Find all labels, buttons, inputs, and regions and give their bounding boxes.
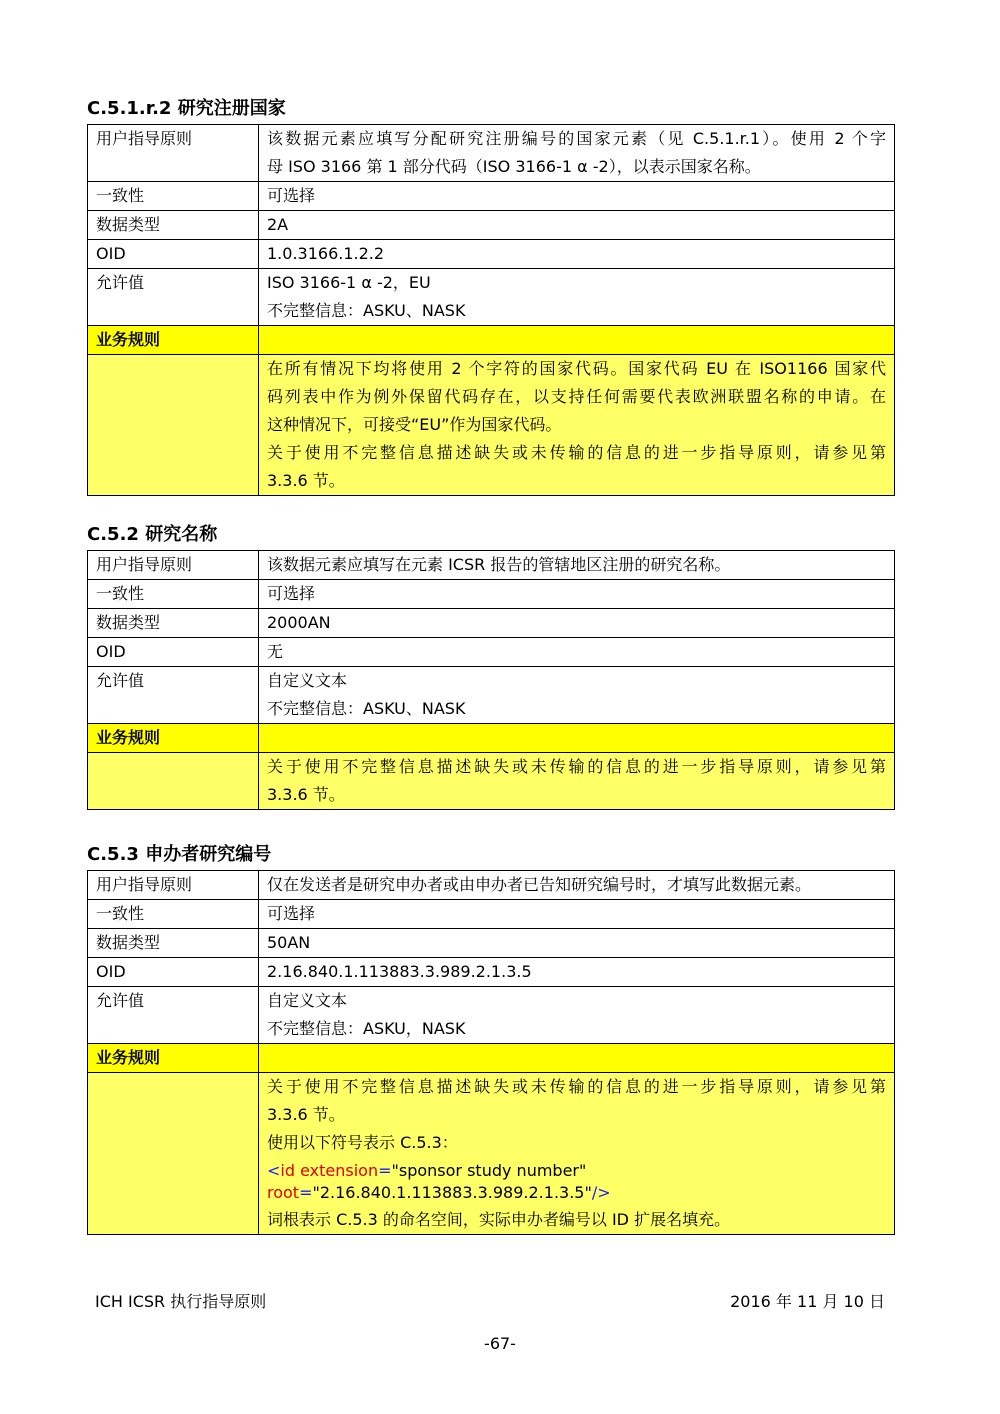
row-label: 一致性 (88, 900, 259, 929)
row-label: 允许值 (88, 667, 259, 724)
row-value (259, 269, 895, 326)
row-value: 2000AN (259, 609, 895, 638)
spec-table (87, 870, 895, 1235)
table-row (88, 667, 895, 724)
rules-line: 3.3.6 节。 (267, 471, 345, 490)
rules-label: 业务规则 (88, 724, 259, 753)
rules-header-row (88, 1044, 895, 1073)
code-value: "sponsor study number" (391, 1161, 587, 1180)
row-label: 用户指导原则 (88, 125, 259, 182)
table-row (88, 125, 895, 182)
row-value (259, 125, 895, 182)
value-line: 不完整信息：ASKU、NASK (267, 699, 466, 718)
section-c53 (87, 840, 895, 1235)
rules-row (88, 753, 895, 810)
value-line: ISO 3166-1 α -2，EU (267, 273, 431, 292)
code-attr: extension (300, 1161, 379, 1180)
row-label: 一致性 (88, 182, 259, 211)
table-row (88, 609, 895, 638)
value-line: 自定义文本 (267, 671, 348, 690)
code-value: "2.16.840.1.113883.3.989.2.1.3.5" (312, 1183, 592, 1202)
rules-header-row (88, 724, 895, 753)
table-row (88, 987, 895, 1044)
row-value: 2A (259, 211, 895, 240)
table-row (88, 871, 895, 900)
rules-line: 这种情况下，可接受“EU”作为国家代码。 (267, 415, 562, 434)
code-close: /> (591, 1183, 611, 1202)
rules-line: 码列表中作为例外保留代码存在，以支持任何需要代表欧洲联盟名称的申请。在 (267, 387, 886, 406)
value-line: 该数据元素应填写分配研究注册编号的国家元素（见 C.5.1.r.1）。使用 2 个字 (267, 129, 886, 148)
row-value (259, 987, 895, 1044)
rules-text (259, 753, 895, 810)
rules-row (88, 355, 895, 496)
row-value: 1.0.3166.1.2.2 (259, 240, 895, 269)
rules-header-row (88, 326, 895, 355)
table-row (88, 929, 895, 958)
rules-line: 关于使用不完整信息描述缺失或未传输的信息的进一步指导原则，请参见第 (267, 443, 886, 462)
page-number: -67- (484, 1334, 516, 1353)
row-label: 允许值 (88, 987, 259, 1044)
row-label: 允许值 (88, 269, 259, 326)
row-value: 仅在发送者是研究申办者或由申办者已告知研究编号时，才填写此数据元素。 (259, 871, 895, 900)
table-row (88, 240, 895, 269)
row-label: 数据类型 (88, 929, 259, 958)
table-row (88, 182, 895, 211)
row-value: 该数据元素应填写在元素 ICSR 报告的管辖地区注册的研究名称。 (259, 551, 895, 580)
rules-row (88, 1073, 895, 1235)
table-row (88, 638, 895, 667)
section-title: C.5.1.r.2 研究注册国家 (87, 98, 286, 119)
page-footer (95, 1289, 885, 1312)
table-row (88, 211, 895, 240)
table-row (88, 269, 895, 326)
section-title: C.5.2 研究名称 (87, 524, 218, 545)
code-attr: root (267, 1183, 300, 1202)
row-label: 数据类型 (88, 211, 259, 240)
code-eq: = (299, 1183, 313, 1202)
rules-line: 使用以下符号表示 C.5.3： (267, 1133, 458, 1152)
row-value: 可选择 (259, 580, 895, 609)
row-label: 数据类型 (88, 609, 259, 638)
rules-line: 关于使用不完整信息描述缺失或未传输的信息的进一步指导原则，请参见第 (267, 1077, 886, 1096)
rules-line: 3.3.6 节。 (267, 1105, 345, 1124)
rules-text (259, 355, 895, 496)
section-c512 (87, 94, 895, 496)
rules-line: 关于使用不完整信息描述缺失或未传输的信息的进一步指导原则，请参见第 (267, 757, 886, 776)
row-label: 用户指导原则 (88, 551, 259, 580)
rules-line: 在所有情况下均将使用 2 个字符的国家代码。国家代码 EU 在 ISO1166 国家代 (267, 359, 886, 378)
code-open: < (267, 1161, 281, 1180)
table-row (88, 900, 895, 929)
row-label: OID (88, 240, 259, 269)
spec-table (87, 550, 895, 810)
row-label: OID (88, 958, 259, 987)
row-label: OID (88, 638, 259, 667)
footer-date: 2016 年 11 月 10 日 (730, 1292, 885, 1311)
footer-title: ICH ICSR 执行指导原则 (95, 1292, 267, 1311)
row-value: 50AN (259, 929, 895, 958)
code-snippet (267, 1157, 886, 1206)
value-line: 自定义文本 (267, 991, 348, 1010)
table-row (88, 958, 895, 987)
table-row (88, 580, 895, 609)
value-line: 母 ISO 3166 第 1 部分代码（ISO 3166-1 α -2），以表示国家名称。 (267, 157, 761, 176)
table-row (88, 551, 895, 580)
row-value: 无 (259, 638, 895, 667)
spec-table (87, 124, 895, 496)
row-label: 一致性 (88, 580, 259, 609)
section-title: C.5.3 申办者研究编号 (87, 844, 272, 865)
rules-label: 业务规则 (88, 326, 259, 355)
value-line: 不完整信息：ASKU、NASK (267, 301, 466, 320)
row-value (259, 667, 895, 724)
code-tag: id (280, 1161, 296, 1180)
row-value: 可选择 (259, 900, 895, 929)
value-line: 不完整信息：ASKU，NASK (267, 1019, 466, 1038)
row-value: 2.16.840.1.113883.3.989.2.1.3.5 (259, 958, 895, 987)
rules-label: 业务规则 (88, 1044, 259, 1073)
code-eq: = (378, 1161, 392, 1180)
row-label: 用户指导原则 (88, 871, 259, 900)
row-value: 可选择 (259, 182, 895, 211)
rules-line: 词根表示 C.5.3 的命名空间，实际申办者编号以 ID 扩展名填充。 (267, 1210, 731, 1229)
section-c52 (87, 520, 895, 810)
rules-line: 3.3.6 节。 (267, 785, 345, 804)
rules-text (259, 1073, 895, 1235)
